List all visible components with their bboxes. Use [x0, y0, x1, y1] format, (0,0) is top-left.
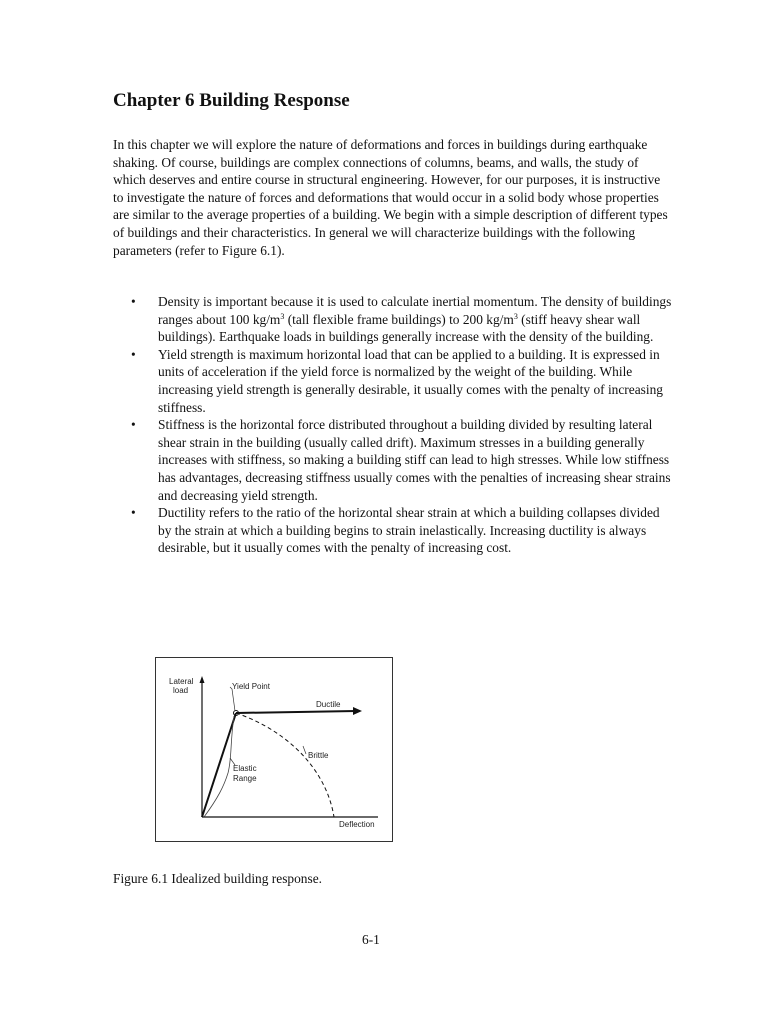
- density-text-part1: Density is important because it is used to calculate inertial momentum. The density of buildings ranges about 100 kg/m: [158, 294, 672, 327]
- figure-6-1: [155, 657, 393, 842]
- page-number: 6-1: [362, 932, 380, 947]
- intro-paragraph: In this chapter we will explore the nature of deformations and forces in buildings during earthquake shaking. Of course, buildings are complex connections of columns, beams, and walls, the study of which deserves and entire course in structural engineering. However, for our purposes, it is instructive to investigate the nature of forces and deformations that would occur in a solid body whose properties are similar to the average properties of a building. We begin with a simple description of different types of buildings and their characteristics. In general we will characterize buildings with the following parameters (refer to Figure 6.1).: [113, 137, 668, 258]
- brittle-label: Brittle: [308, 751, 329, 760]
- elastic-line: [202, 713, 236, 817]
- list-item-yield-strength: [113, 346, 673, 416]
- chapter-title: Chapter 6 Building Response: [113, 90, 350, 111]
- density-text-part3: (stiff heavy shear wall buildings). Earthquake loads in buildings generally increase with the density of the building.: [158, 311, 654, 345]
- ductile-arrow-icon: [353, 707, 362, 715]
- elastic-label-line2: Range: [233, 774, 257, 783]
- bullet-icon: •: [131, 294, 136, 309]
- yield-strength-text: Yield strength is maximum horizontal load that can be applied to a building. It is expressed in units of acceleration if the yield force is normalized by the weight of the building. While increasing yield strength is generally desirable, it usually comes with the penalty of increasing stiffness.: [158, 346, 663, 415]
- parameter-list: [113, 293, 673, 557]
- ductile-label: Ductile: [316, 700, 341, 709]
- stiffness-text: Stiffness is the horizontal force distributed throughout a building divided by resulting lateral shear strain in the building (usually called drift). Maximum stresses in a building generally increases with stiffness, so making a building stiff can lead to high stresses. While low stiffness has advantages, decreasing stiffness usually comes with the penalties of increasing shear strains and decreasing yield strength.: [158, 417, 671, 503]
- density-text-part2: (tall flexible frame buildings) to 200 kg/m: [284, 311, 514, 327]
- brittle-pointer: [303, 746, 306, 754]
- density-superscript-1: 3: [280, 311, 285, 321]
- bullet-icon: •: [131, 505, 136, 521]
- figure-caption: Figure 6.1 Idealized building response.: [113, 871, 322, 886]
- y-axis-label-line2: load: [173, 686, 189, 695]
- yield-point-label: Yield Point: [232, 682, 270, 691]
- y-axis-arrow-icon: [200, 676, 205, 683]
- bullet-icon: •: [131, 417, 136, 433]
- bullet-icon: •: [131, 346, 136, 362]
- building-response-diagram: [156, 658, 392, 841]
- list-item-density: [113, 293, 673, 346]
- density-superscript-2: 3: [513, 311, 518, 321]
- y-axis-label-line1: Lateral: [169, 677, 194, 686]
- list-item-stiffness: [113, 416, 673, 504]
- elastic-label-line1: Elastic: [233, 764, 257, 773]
- ductile-line: [236, 711, 356, 713]
- list-item-ductility: [113, 504, 673, 557]
- ductility-text: Ductility refers to the ratio of the horizontal shear strain at which a building collapses divided by the strain at which a building begins to strain inelastically. Increasing ductility is always desirable, but it usually comes with the penalty of increasing cost.: [158, 505, 660, 556]
- x-axis-label: Deflection: [339, 820, 375, 829]
